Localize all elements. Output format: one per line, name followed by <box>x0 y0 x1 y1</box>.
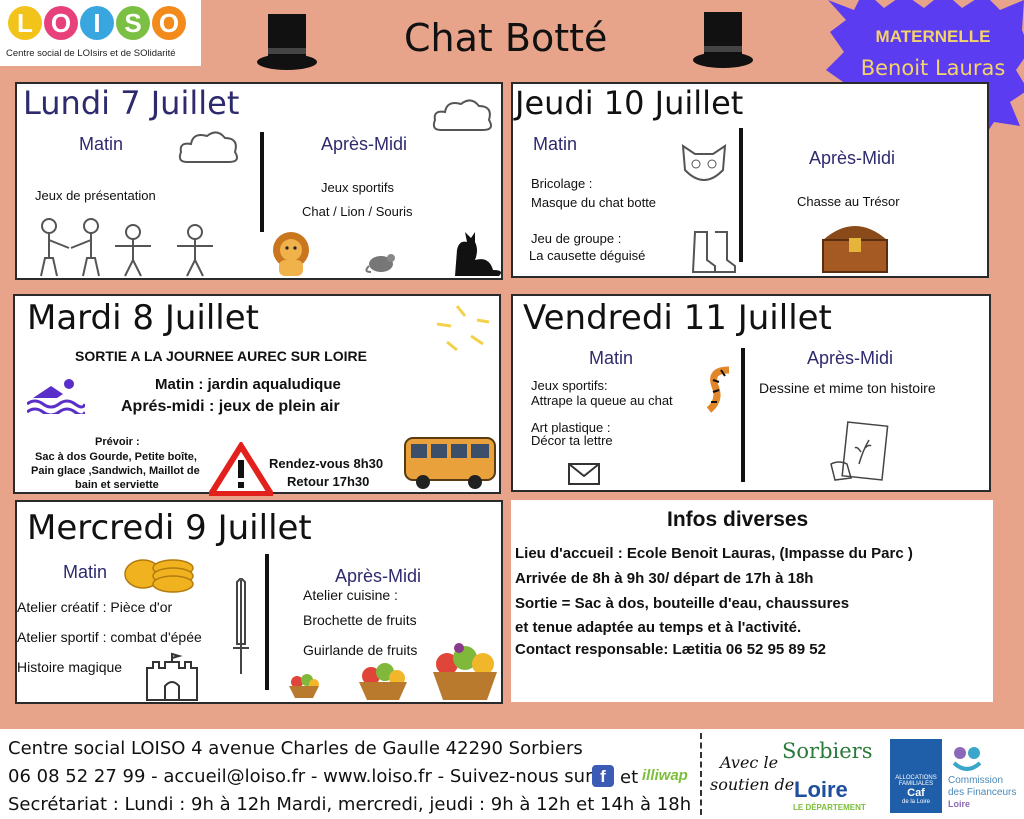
caf-line-3: Caf <box>907 787 925 799</box>
thursday-morning-4: La causette déguisé <box>529 248 646 263</box>
tuesday-bring-3: bain et serviette <box>75 479 159 491</box>
commission-logo-icon <box>950 745 984 773</box>
divider <box>265 554 269 690</box>
page-title: Chat Botté <box>404 16 608 60</box>
divider <box>741 348 745 482</box>
caf-line-4: de la Loire <box>901 799 931 805</box>
gold-coins-icon <box>121 554 201 594</box>
loiso-logo <box>0 0 201 66</box>
infos-line-4: et tenue adaptée au temps et à l'activité. <box>515 619 802 636</box>
sword-icon <box>231 578 251 678</box>
monday-title: Lundi 7 Juillet <box>23 84 240 122</box>
tuesday-return: Retour 17h30 <box>287 474 370 489</box>
support-text-1: Avec le <box>720 753 779 772</box>
lion-icon <box>267 230 315 278</box>
wednesday-afternoon-1: Atelier cuisine : <box>303 587 398 603</box>
thursday-morning-label: Matin <box>533 134 578 154</box>
sponsor-caf <box>890 739 942 813</box>
caf-line-2: FAMILIALES <box>898 781 934 787</box>
wednesday-title: Mercredi 9 Juillet <box>27 508 312 548</box>
wednesday-card <box>15 500 503 704</box>
logo-letter-s: S <box>116 6 150 40</box>
sponsor-cf-3: Loire <box>948 799 971 809</box>
tiger-tail-icon <box>699 366 739 414</box>
badge-level: MATERNELLE <box>875 27 991 46</box>
wednesday-morning-label: Matin <box>63 562 108 582</box>
top-hat-icon <box>692 8 754 72</box>
infos-line-1: Lieu d'accueil : Ecole Benoit Lauras, (Impasse du Parc ) <box>515 545 913 562</box>
infos-title: Infos diverses <box>667 508 809 531</box>
top-hat-icon <box>256 10 318 74</box>
friday-morning-1: Jeux sportifs: <box>531 378 608 393</box>
cat-mask-icon <box>679 140 729 190</box>
tuesday-outing: SORTIE A LA JOURNEE AUREC SUR LOIRE <box>75 348 367 364</box>
infos-line-2: Arrivée de 8h à 9h 30/ départ de 17h à 18h <box>515 570 814 587</box>
thursday-morning-3: Jeu de groupe : <box>531 231 622 246</box>
treasure-chest-icon <box>819 218 891 274</box>
fruit-basket-icon <box>287 672 321 700</box>
sponsor-sorbiers: Sorbiers <box>782 739 873 763</box>
friday-morning-2: Attrape la queue au chat <box>531 393 673 408</box>
tuesday-meet: Rendez-vous 8h30 <box>269 456 384 471</box>
person-icon <box>173 224 217 278</box>
sponsor-loire: Loire <box>794 777 848 802</box>
wednesday-morning-3: Histoire magique <box>17 659 123 675</box>
monday-card <box>15 82 503 280</box>
friday-morning-4: Décor ta lettre <box>531 433 613 448</box>
castle-icon <box>143 652 201 702</box>
thursday-afternoon-label: Après-Midi <box>809 148 896 168</box>
sponsor-loire-sub: LE DÉPARTEMENT <box>793 803 866 812</box>
wednesday-morning-1: Atelier créatif : Pièce d'or <box>17 599 173 615</box>
swimmer-icon <box>27 378 85 414</box>
wednesday-morning-2: Atelier sportif : combat d'épée <box>17 629 202 645</box>
facebook-icon[interactable]: f <box>592 765 614 787</box>
thursday-afternoon-activity: Chasse au Trésor <box>797 194 900 209</box>
monday-afternoon-line1: Jeux sportifs <box>321 180 394 195</box>
monday-afternoon-line2: Chat / Lion / Souris <box>302 204 413 219</box>
monday-morning-label: Matin <box>79 134 124 154</box>
mouse-icon <box>365 250 401 274</box>
people-handshake-icon <box>33 218 109 278</box>
footer-and: et <box>620 767 639 788</box>
footer-address: Centre social LOISO 4 avenue Charles de Gaulle 42290 Sorbiers <box>8 738 583 759</box>
thursday-card <box>511 82 989 278</box>
infos-line-3: Sortie = Sac à dos, bouteille d'eau, chaussures <box>515 595 850 612</box>
tuesday-bring-1: Sac à dos Gourde, Petite boîte, <box>35 451 197 463</box>
friday-afternoon-label: Après-Midi <box>807 348 894 368</box>
thursday-morning-1: Bricolage : <box>531 176 593 191</box>
friday-morning-label: Matin <box>589 348 634 368</box>
divider <box>260 132 264 232</box>
friday-card <box>511 294 991 492</box>
footer-contact: 06 08 52 27 99 - accueil@loiso.fr - www.loiso.fr - Suivez-nous sur <box>8 766 593 787</box>
caf-line-1: ALLOCATIONS <box>895 775 937 781</box>
thursday-morning-2: Masque du chat botte <box>531 195 657 210</box>
cat-icon <box>449 230 505 278</box>
bus-icon <box>401 434 499 490</box>
sponsor-cf-1: Commission <box>948 775 1004 786</box>
sun-icon <box>427 300 497 360</box>
footer <box>0 729 1024 819</box>
friday-morning-3: Art plastique : <box>531 420 611 435</box>
boots-icon <box>689 230 737 274</box>
wednesday-afternoon-2: Brochette de fruits <box>303 612 417 628</box>
sponsor-cf-2: des Financeurs <box>948 787 1017 798</box>
infos-line-5: Contact responsable: Lætitia 06 52 95 89 52 <box>515 641 826 658</box>
logo-letter-i: I <box>80 6 114 40</box>
infos-panel <box>511 500 993 702</box>
tuesday-morning: Matin : jardin aqualudique <box>155 376 341 393</box>
wednesday-afternoon-label: Après-Midi <box>335 566 422 586</box>
footer-divider <box>700 733 702 815</box>
illiwap-logo[interactable]: illiwap <box>642 767 688 784</box>
logo-letter-o: O <box>44 6 78 40</box>
fruit-basket-icon <box>431 642 499 702</box>
logo-letter-l: L <box>8 6 42 40</box>
footer-hours: Secrétariat : Lundi : 9h à 12h Mardi, mercredi, jeudi : 9h à 12h et 14h à 18h <box>8 794 692 815</box>
envelope-icon <box>567 462 601 486</box>
tuesday-bring-2: Pain glace ,Sandwich, Maillot de <box>31 465 200 477</box>
monday-afternoon-label: Après-Midi <box>321 134 408 154</box>
tuesday-bring-title: Prévoir : <box>95 436 140 448</box>
support-text-2: soutien de <box>710 775 795 794</box>
logo-letter-o2: O <box>152 6 186 40</box>
cloud-icon <box>177 128 241 168</box>
logo-tagline: Centre social de LOIsirs et de SOlidarité <box>6 48 176 59</box>
tuesday-title: Mardi 8 Juillet <box>27 298 259 338</box>
wednesday-afternoon-3: Guirlande de fruits <box>303 642 418 658</box>
tuesday-card <box>13 294 501 494</box>
cloud-icon <box>431 96 495 136</box>
person-icon <box>111 224 155 278</box>
fruit-basket-icon <box>357 662 409 702</box>
warning-icon <box>209 442 273 496</box>
drawing-hand-icon <box>829 420 889 482</box>
thursday-title: Jeudi 10 Juillet <box>515 84 744 122</box>
friday-afternoon-activity: Dessine et mime ton histoire <box>759 380 936 396</box>
monday-morning-activity: Jeux de présentation <box>35 188 156 203</box>
divider <box>739 128 743 262</box>
tuesday-afternoon: Aprés-midi : jeux de plein air <box>121 398 340 415</box>
friday-title: Vendredi 11 Juillet <box>523 298 832 338</box>
badge-school: Benoit Lauras <box>860 56 1006 80</box>
